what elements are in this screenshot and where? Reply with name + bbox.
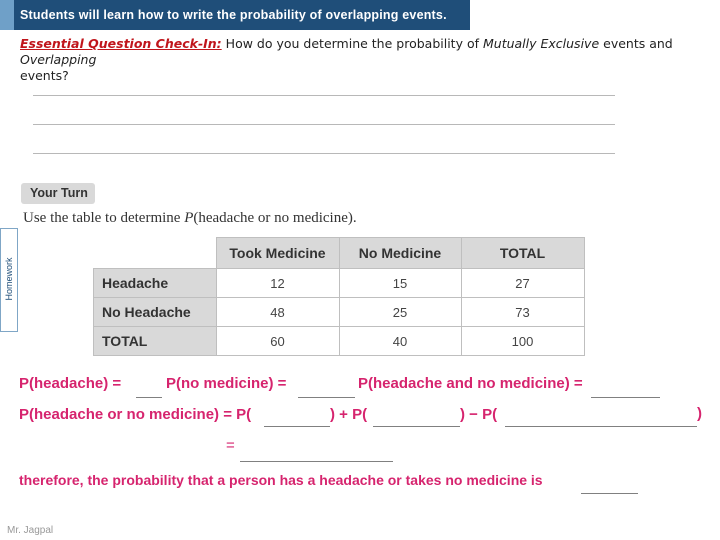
instruction-prefix: Use the table to determine (23, 210, 181, 226)
eq-text-after: events? (20, 68, 69, 83)
formula-p-headache-and-no-medicine: P(headache and no medicine) = (358, 375, 583, 392)
col-header-no-medicine: No Medicine (339, 238, 461, 269)
cell-total-total: 100 (461, 327, 584, 356)
blank-p-headache[interactable] (136, 397, 162, 398)
instruction-suffix: (headache or no medicine). (193, 210, 357, 226)
instruction-math-p: P (184, 210, 194, 226)
essential-question-label: Essential Question Check-In: (20, 36, 222, 51)
cell-no-headache-no-medicine: 25 (339, 298, 461, 327)
blank-union-term-3[interactable] (505, 426, 697, 427)
row-header-no-headache: No Headache (94, 298, 217, 327)
conclusion-text: therefore, the probability that a person has a headache or takes no medicine is (19, 472, 543, 488)
table-row (94, 327, 585, 356)
row-header-headache: Headache (94, 269, 217, 298)
cell-headache-total: 27 (461, 269, 584, 298)
objective-text: Students will learn how to write the probability of overlapping events. (20, 8, 447, 22)
cell-no-headache-total: 73 (461, 298, 584, 327)
blank-union-term-1[interactable] (264, 426, 330, 427)
formula-close-paren: ) (697, 405, 702, 422)
formula-p-no-medicine: P(no medicine) = (166, 375, 287, 392)
answer-line-3 (33, 153, 615, 154)
two-way-table (93, 237, 585, 356)
your-turn-label: Your Turn (30, 186, 88, 200)
cell-no-headache-took-medicine: 48 (216, 298, 339, 327)
teacher-name: Mr. Jagpal (7, 525, 54, 536)
homework-sidebar-tab[interactable] (0, 228, 18, 332)
cell-total-took-medicine: 60 (216, 327, 339, 356)
col-header-total: TOTAL (461, 238, 584, 269)
eq-term-mutually-exclusive: Mutually Exclusive (482, 36, 600, 51)
table-row (94, 298, 585, 327)
cell-headache-took-medicine: 12 (216, 269, 339, 298)
formula-plus-p: ) + P( (330, 406, 368, 423)
row-header-total: TOTAL (94, 327, 217, 356)
eq-text-middle: events and (603, 36, 673, 51)
eq-term-overlapping: Overlapping (20, 52, 97, 67)
blank-p-headache-and-no-medicine[interactable] (591, 397, 660, 398)
answer-line-1 (33, 95, 615, 96)
blank-union-term-2[interactable] (373, 426, 460, 427)
formula-minus-p: ) − P( (460, 406, 498, 423)
col-header-took-medicine: Took Medicine (216, 238, 339, 269)
cell-total-no-medicine: 40 (339, 327, 461, 356)
cell-headache-no-medicine: 15 (339, 269, 461, 298)
eq-text-before: How do you determine the probability of (225, 36, 479, 51)
blank-conclusion[interactable] (581, 493, 638, 494)
table-corner (94, 238, 217, 269)
instruction (23, 210, 357, 227)
homework-label: Homework (4, 257, 14, 301)
formula-union-lhs: P(headache or no medicine) = P( (19, 406, 252, 423)
formula-p-headache: P(headache) = (19, 375, 122, 392)
essential-question (20, 36, 700, 84)
table-row (94, 269, 585, 298)
blank-union-result[interactable] (240, 461, 393, 462)
banner-accent (0, 0, 14, 30)
blank-p-no-medicine[interactable] (298, 397, 355, 398)
formula-equals: = (226, 437, 235, 454)
answer-line-2 (33, 124, 615, 125)
